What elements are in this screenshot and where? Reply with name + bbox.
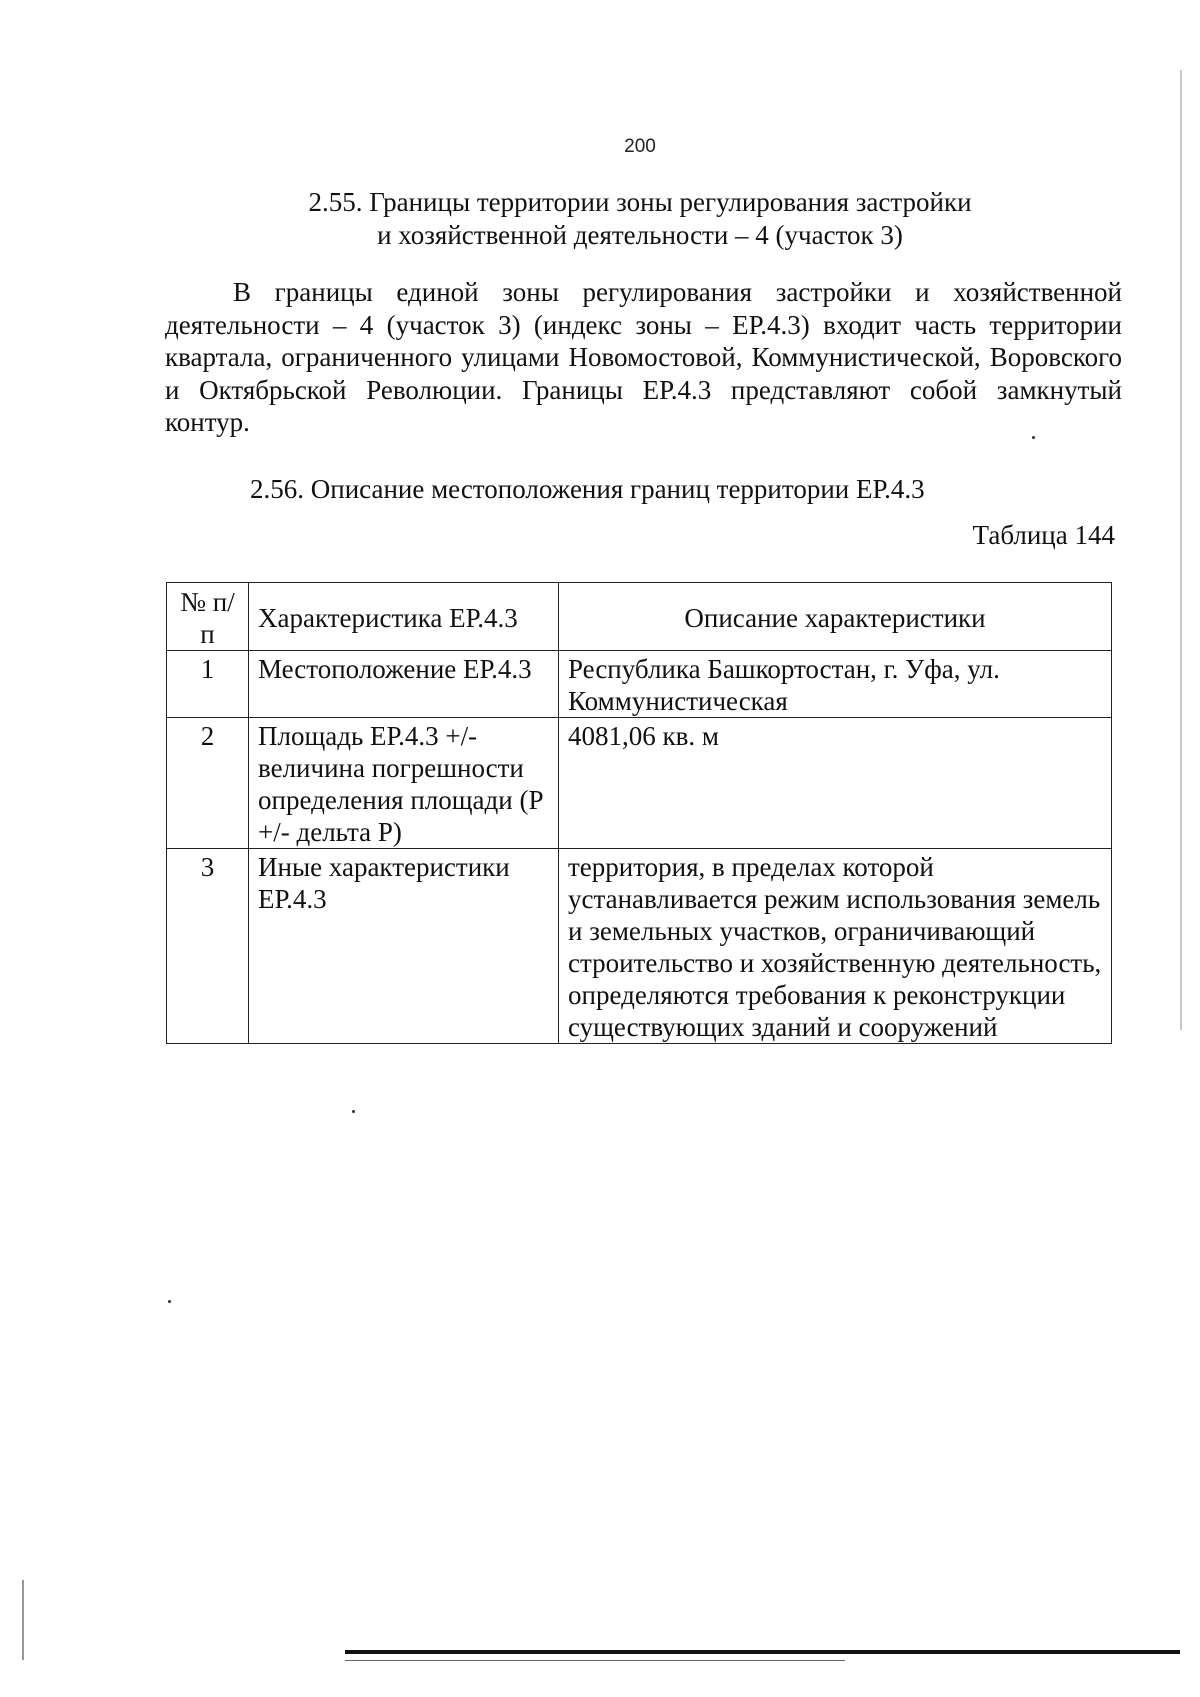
scan-edge-line [22,1580,24,1660]
scan-speck [352,1110,355,1113]
row-characteristic: Иные характеристики ЕР.4.3 [249,849,559,1044]
table-header-row [167,583,1112,651]
header-characteristic: Характеристика ЕР.4.3 [249,583,559,651]
row-num: 3 [167,849,249,1044]
section-2-55-heading [0,186,1200,252]
section-2-56-heading: 2.56. Описание местоположения границ территории ЕР.4.3 [250,474,925,504]
row-num: 1 [167,651,249,718]
section-2-55-heading-line2: и хозяйственной деятельности – 4 (участок 3) [377,220,903,250]
row-num: 2 [167,718,249,849]
header-description: Описание характеристики [559,583,1112,651]
table-caption: Таблица 144 [972,520,1115,550]
row-description: территория, в пределах которой устанавливается режим использования земель и земельных участков, ограничивающий строительство и хозяйственную деятельность, определяются требования к реконструкции существующих зданий и сооружений [559,849,1112,1044]
scan-bottom-line [345,1660,845,1661]
scan-bottom-bar [345,1650,1180,1654]
table-row [167,718,1112,849]
zone-description-paragraph: В границы единой зоны регулирования застройки и хозяйственной деятельности – 4 (участок 3) (индекс зоны – ЕР.4.3) входит часть территории квартала, ограниченного улицами Новомостовой, Коммунистической, Воровского и Октябрьской Революции. Границы ЕР.4.3 представляют собой замкнутый контур. [165,277,1122,437]
table-row [167,849,1112,1044]
page-number: 200 [624,136,656,157]
row-characteristic: Площадь ЕР.4.3 +/- величина погрешности определения площади (Р +/- дельта Р) [249,718,559,849]
scan-speck [168,1300,171,1303]
row-characteristic: Местоположение ЕР.4.3 [249,651,559,718]
scan-speck [1032,436,1035,439]
row-description: Республика Башкортостан, г. Уфа, ул. Коммунистическая [559,651,1112,718]
header-num: № п/п [167,583,249,651]
section-2-55-heading-line1: 2.55. Границы территории зоны регулирования застройки [308,187,972,217]
row-description: 4081,06 кв. м [559,718,1112,849]
characteristics-table [166,582,1112,1044]
table-row [167,651,1112,718]
